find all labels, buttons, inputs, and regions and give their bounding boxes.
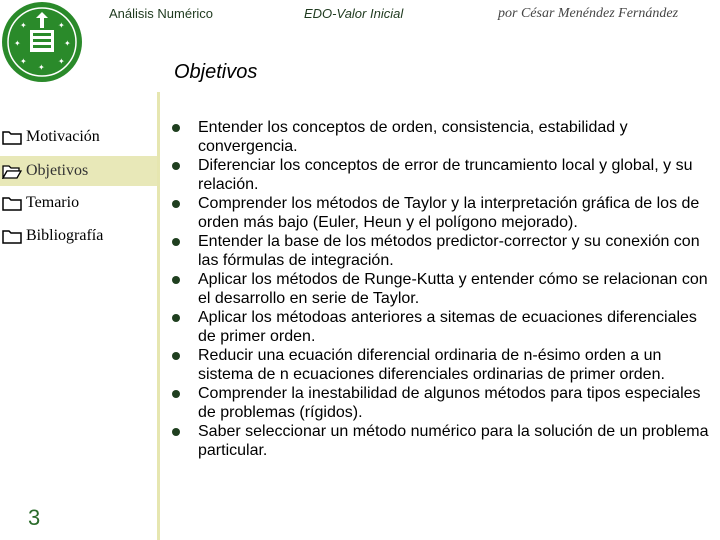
list-item [170, 232, 710, 270]
folder-closed-icon [2, 228, 22, 244]
list-item [170, 308, 710, 346]
svg-text:✦: ✦ [38, 63, 45, 72]
nav-item-label: Objetivos [26, 162, 89, 179]
nav-item-temario[interactable] [0, 188, 157, 218]
list-item-text: Comprender los métodos de Taylor y la interpretación gráfica de los de orden más bajo (Euler, Heun y el polígono mejorado). [198, 195, 700, 231]
list-item [170, 194, 710, 232]
slide-content [160, 92, 720, 540]
bullet-icon [172, 276, 180, 284]
bullet-icon [172, 390, 180, 398]
list-item [170, 384, 710, 422]
nav-item-label: Temario [26, 194, 80, 211]
svg-text:✦: ✦ [14, 39, 21, 48]
bullet-icon [172, 238, 180, 246]
svg-text:✦: ✦ [58, 57, 65, 66]
nav-item-label: Bibliografía [26, 227, 104, 244]
nav-item-label: Motivación [26, 128, 100, 145]
svg-text:✦: ✦ [64, 39, 71, 48]
topic-name: EDO-Valor Inicial [304, 6, 404, 21]
folder-closed-icon [2, 195, 22, 211]
list-item-text: Comprender la inestabilidad de algunos métodos para tipos especiales de problemas (rígidos). [198, 385, 701, 421]
list-item [170, 118, 710, 156]
bullet-icon [172, 162, 180, 170]
list-item [170, 156, 710, 194]
list-item-text: Diferenciar los conceptos de error de truncamiento local y global, y su relación. [198, 157, 693, 193]
bullet-icon [172, 314, 180, 322]
nav-item-motivacion[interactable] [0, 122, 157, 152]
bullet-icon [172, 428, 180, 436]
bullet-icon [172, 352, 180, 360]
list-item-text: Entender los conceptos de orden, consistencia, estabilidad y convergencia. [198, 119, 628, 155]
list-item-text: Reducir una ecuación diferencial ordinaria de n-ésimo orden a un sistema de n ecuaciones diferenciales ordinarias de primer orden. [198, 347, 665, 383]
svg-text:✦: ✦ [20, 21, 27, 30]
folder-open-icon [2, 163, 22, 179]
course-name: Análisis Numérico [109, 6, 214, 21]
bullet-icon [172, 200, 180, 208]
bullet-icon [172, 124, 180, 132]
objectives-list [170, 118, 710, 460]
nav-item-objetivos[interactable] [0, 156, 157, 186]
svg-text:✦: ✦ [20, 57, 27, 66]
list-item [170, 270, 710, 308]
page-number: 3 [28, 505, 41, 530]
list-item-text: Aplicar los métodoas anteriores a sitemas de ecuaciones diferenciales de primer orden. [198, 309, 697, 345]
university-logo-icon [0, 0, 84, 84]
nav-item-bibliografia[interactable] [0, 221, 157, 251]
author-name: por César Menéndez Fernández [498, 6, 679, 21]
sidebar-nav [0, 92, 157, 540]
slide-title: Objetivos [174, 61, 258, 83]
list-item-text: Entender la base de los métodos predictor-corrector y su conexión con las fórmulas de integración. [198, 233, 700, 269]
list-item [170, 422, 710, 460]
svg-text:✦: ✦ [58, 21, 65, 30]
list-item-text: Saber seleccionar un método numérico para la solución de un problema particular. [198, 423, 709, 459]
slide-header [0, 0, 720, 92]
folder-closed-icon [2, 129, 22, 145]
list-item-text: Aplicar los métodos de Runge-Kutta y entender cómo se relacionan con el desarrollo en serie de Taylor. [198, 271, 708, 307]
list-item [170, 346, 710, 384]
